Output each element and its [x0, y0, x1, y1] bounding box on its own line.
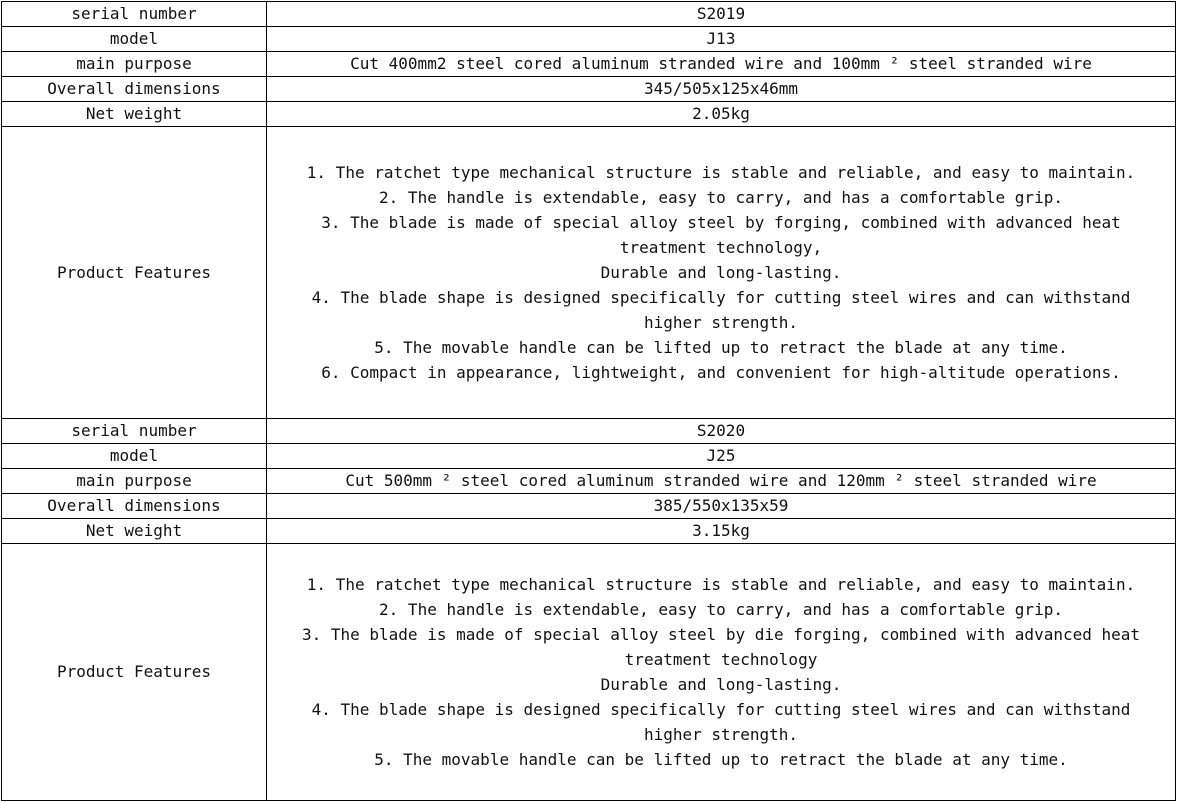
feature-line: 6. Compact in appearance, lightweight, and convenient for high-altitude operations.	[321, 363, 1121, 382]
feature-line: 5. The movable handle can be lifted up to retract the blade at any time.	[374, 750, 1068, 769]
label-net-weight: Net weight	[2, 519, 267, 544]
value-model: J25	[267, 444, 1176, 469]
value-serial-number: S2020	[267, 419, 1176, 444]
feature-line: 4. The blade shape is designed specifically for cutting steel wires and can withstand	[311, 700, 1131, 719]
table-row-main-purpose	[2, 52, 1176, 77]
value-model: J13	[267, 27, 1176, 52]
table-row-overall-dimensions	[2, 494, 1176, 519]
feature-line: 3. The blade is made of special alloy steel by forging, combined with advanced heat	[321, 213, 1121, 232]
feature-line: 2. The handle is extendable, easy to carry, and has a comfortable grip.	[379, 600, 1063, 619]
label-serial-number: serial number	[2, 2, 267, 27]
value-serial-number: S2019	[267, 2, 1176, 27]
label-overall-dimensions: Overall dimensions	[2, 77, 267, 102]
table-row-product-features	[2, 544, 1176, 801]
feature-line: 1. The ratchet type mechanical structure is stable and reliable, and easy to maintain.	[306, 575, 1136, 594]
table-row-model	[2, 27, 1176, 52]
label-main-purpose: main purpose	[2, 52, 267, 77]
feature-line: treatment technology,	[619, 238, 823, 257]
label-serial-number: serial number	[2, 419, 267, 444]
table-row-net-weight	[2, 519, 1176, 544]
label-main-purpose: main purpose	[2, 469, 267, 494]
feature-line: treatment technology	[624, 650, 818, 669]
feature-line: Durable and long-lasting.	[600, 263, 842, 282]
table-row-serial-number	[2, 419, 1176, 444]
table-row-product-features	[2, 127, 1176, 419]
value-overall-dimensions: 385/550x135x59	[267, 494, 1176, 519]
value-overall-dimensions: 345/505x125x46mm	[267, 77, 1176, 102]
label-product-features: Product Features	[2, 127, 267, 419]
label-model: model	[2, 444, 267, 469]
feature-line: higher strength.	[643, 725, 799, 744]
label-model: model	[2, 27, 267, 52]
product-spec-table	[1, 1, 1176, 801]
label-product-features: Product Features	[2, 544, 267, 801]
feature-line: higher strength.	[643, 313, 799, 332]
label-net-weight: Net weight	[2, 102, 267, 127]
value-product-features	[267, 544, 1176, 801]
value-main-purpose: Cut 400mm2 steel cored aluminum stranded wire and 100mm ² steel stranded wire	[267, 52, 1176, 77]
value-product-features	[267, 127, 1176, 419]
feature-line: 3. The blade is made of special alloy steel by die forging, combined with advanced heat	[301, 625, 1141, 644]
value-main-purpose: Cut 500mm ² steel cored aluminum stranded wire and 120mm ² steel stranded wire	[267, 469, 1176, 494]
table-row-overall-dimensions	[2, 77, 1176, 102]
feature-line: 2. The handle is extendable, easy to carry, and has a comfortable grip.	[379, 188, 1063, 207]
feature-line: Durable and long-lasting.	[600, 675, 842, 694]
feature-line: 5. The movable handle can be lifted up to retract the blade at any time.	[374, 338, 1068, 357]
feature-line: 4. The blade shape is designed specifically for cutting steel wires and can withstand	[311, 288, 1131, 307]
table-row-main-purpose	[2, 469, 1176, 494]
table-row-net-weight	[2, 102, 1176, 127]
table-row-serial-number	[2, 2, 1176, 27]
feature-line: 1. The ratchet type mechanical structure is stable and reliable, and easy to maintain.	[306, 163, 1136, 182]
table-row-model	[2, 444, 1176, 469]
label-overall-dimensions: Overall dimensions	[2, 494, 267, 519]
value-net-weight: 2.05kg	[267, 102, 1176, 127]
value-net-weight: 3.15kg	[267, 519, 1176, 544]
